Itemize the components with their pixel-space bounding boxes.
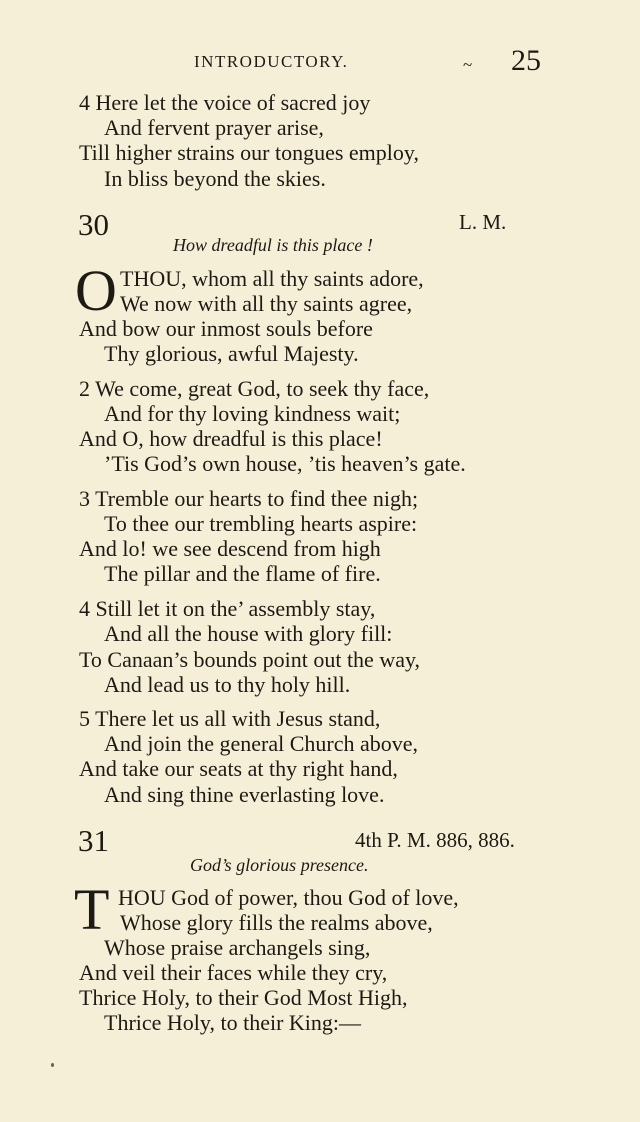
stanza-line: And join the general Church above,: [104, 731, 419, 756]
drop-cap: O: [75, 258, 117, 323]
stanza-line: To thee our trembling hearts aspire:: [104, 511, 418, 536]
paper-speck: [51, 1063, 54, 1067]
stanza-line: And take our seats at thy right hand,: [79, 756, 398, 781]
hymn-number: 31: [78, 823, 109, 858]
stanza-line: The pillar and the flame of fire.: [104, 561, 381, 586]
running-head: INTRODUCTORY.: [194, 52, 349, 71]
stanza-line: 3 Tremble our hearts to find thee nigh;: [79, 486, 419, 511]
stanza-line: Whose praise archangels sing,: [104, 935, 371, 960]
stanza-line: HOU God of power, thou God of love,: [118, 885, 459, 910]
stanza-line: To Canaan’s bounds point out the way,: [79, 647, 421, 672]
stanza-line: And O, how dreadful is this place!: [79, 426, 383, 451]
stanza-line: And fervent prayer arise,: [104, 115, 324, 140]
stanza-line: And all the house with glory fill:: [104, 621, 393, 646]
stanza-line: 4 Still let it on the’ assembly stay,: [79, 596, 376, 621]
stanza-line: In bliss beyond the skies.: [104, 166, 326, 191]
page-number: 25: [511, 44, 541, 77]
drop-cap: T: [74, 877, 110, 942]
stanza-line: Thy glorious, awful Majesty.: [104, 341, 359, 366]
stanza-line: 5 There let us all with Jesus stand,: [79, 706, 381, 731]
hymn-meter: L. M.: [459, 210, 507, 234]
stanza-line: Whose glory fills the realms above,: [120, 910, 433, 935]
stanza-line: Till higher strains our tongues employ,: [79, 140, 419, 165]
hymn-subtitle: God’s glorious presence.: [190, 855, 369, 875]
stanza-line: We now with all thy saints agree,: [120, 291, 413, 316]
stanza-line: And lo! we see descend from high: [79, 536, 381, 561]
stanza-line: And lead us to thy holy hill.: [104, 672, 351, 697]
stanza-line: ’Tis God’s own house, ’tis heaven’s gate.: [104, 451, 466, 476]
stanza-line: And sing thine everlasting love.: [104, 782, 385, 807]
stanza-line: And bow our inmost souls before: [79, 316, 373, 341]
stanza-line: Thrice Holy, to their God Most High,: [79, 985, 408, 1010]
stanza-line: 2 We come, great God, to seek thy face,: [79, 376, 430, 401]
ornament-mark: ~: [463, 55, 473, 74]
hymn-subtitle: How dreadful is this place !: [173, 235, 373, 255]
stanza-line: Thrice Holy, to their King:—: [104, 1010, 362, 1035]
hymn-meter: 4th P. M. 886, 886.: [355, 828, 515, 852]
stanza-line: And for thy loving kindness wait;: [104, 401, 401, 426]
stanza-line: And veil their faces while they cry,: [79, 960, 388, 985]
stanza-line: THOU, whom all thy saints adore,: [120, 266, 424, 291]
hymn-number: 30: [78, 207, 109, 242]
stanza-line: 4 Here let the voice of sacred joy: [79, 90, 371, 115]
